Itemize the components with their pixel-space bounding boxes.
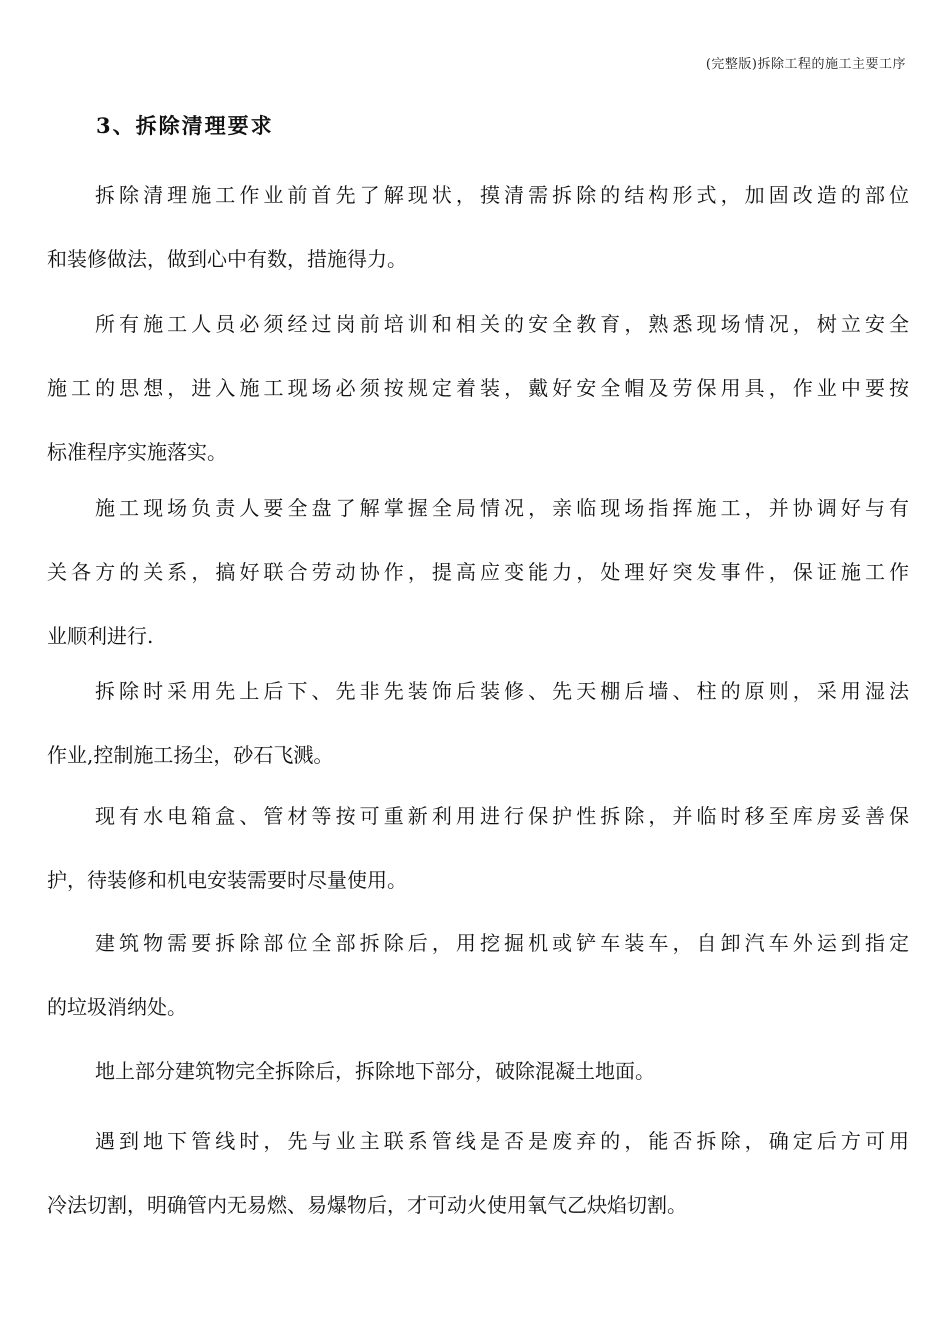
page-header bbox=[706, 53, 906, 72]
paragraph-3 bbox=[47, 476, 909, 668]
paragraph-line: 的垃圾消纳处。 bbox=[47, 995, 187, 1019]
paragraph-line: 标准程序实施落实。 bbox=[47, 440, 227, 464]
paragraph-line: 拆除清理施工作业前首先了解现状，摸清需拆除的结构形式，加固改造的部位 bbox=[95, 183, 909, 207]
paragraph-6 bbox=[47, 911, 909, 1039]
paragraph-5 bbox=[47, 784, 909, 912]
paragraph-line: 关各方的关系，搞好联合劳动协作，提高应变能力，处理好突发事件，保证施工作 bbox=[47, 560, 909, 584]
paragraph-line: 拆除时采用先上后下、先非先装饰后装修、先天棚后墙、柱的原则，采用湿法 bbox=[95, 679, 909, 703]
paragraph-line: 施工的思想，进入施工现场必须按规定着装，戴好安全帽及劳保用具，作业中要按 bbox=[47, 376, 909, 400]
paragraph-line: 作业,控制施工扬尘，砂石飞溅。 bbox=[47, 743, 334, 767]
paragraph-line: 现有水电箱盒、管材等按可重新利用进行保护性拆除，并临时移至库房妥善保 bbox=[95, 804, 909, 828]
paragraph-line: 和装修做法，做到心中有数，措施得力。 bbox=[47, 247, 407, 271]
paragraph-line: 施工现场负责人要全盘了解掌握全局情况，亲临现场指挥施工，并协调好与有 bbox=[95, 496, 909, 520]
paragraph-line: 业顺利进行. bbox=[47, 624, 154, 648]
paragraph-line: 护，待装修和机电安装需要时尽量使用。 bbox=[47, 868, 407, 892]
paragraph-line: 冷法切割，明确管内无易燃、易爆物后，才可动火使用氧气乙炔焰切割。 bbox=[47, 1193, 687, 1217]
paragraph-4 bbox=[47, 659, 909, 787]
document-title: (完整版)拆除工程的施工主要工序 bbox=[705, 57, 906, 72]
paragraph-line: 地上部分建筑物完全拆除后，拆除地下部分，破除混凝土地面。 bbox=[95, 1059, 655, 1083]
paragraph-line: 建筑物需要拆除部位全部拆除后，用挖掘机或铲车装车，自卸汽车外运到指定 bbox=[95, 931, 909, 955]
paragraph-2 bbox=[47, 292, 909, 484]
paragraph-line: 遇到地下管线时，先与业主联系管线是否是废弃的，能否拆除，确定后方可用 bbox=[95, 1129, 909, 1153]
paragraph-7 bbox=[47, 1039, 909, 1103]
paragraph-line: 所有施工人员必须经过岗前培训和相关的安全教育，熟悉现场情况，树立安全 bbox=[95, 312, 909, 336]
paragraph-1 bbox=[47, 163, 909, 291]
section-title: 3、拆除清理要求 bbox=[96, 113, 274, 138]
paragraph-8 bbox=[47, 1109, 909, 1237]
